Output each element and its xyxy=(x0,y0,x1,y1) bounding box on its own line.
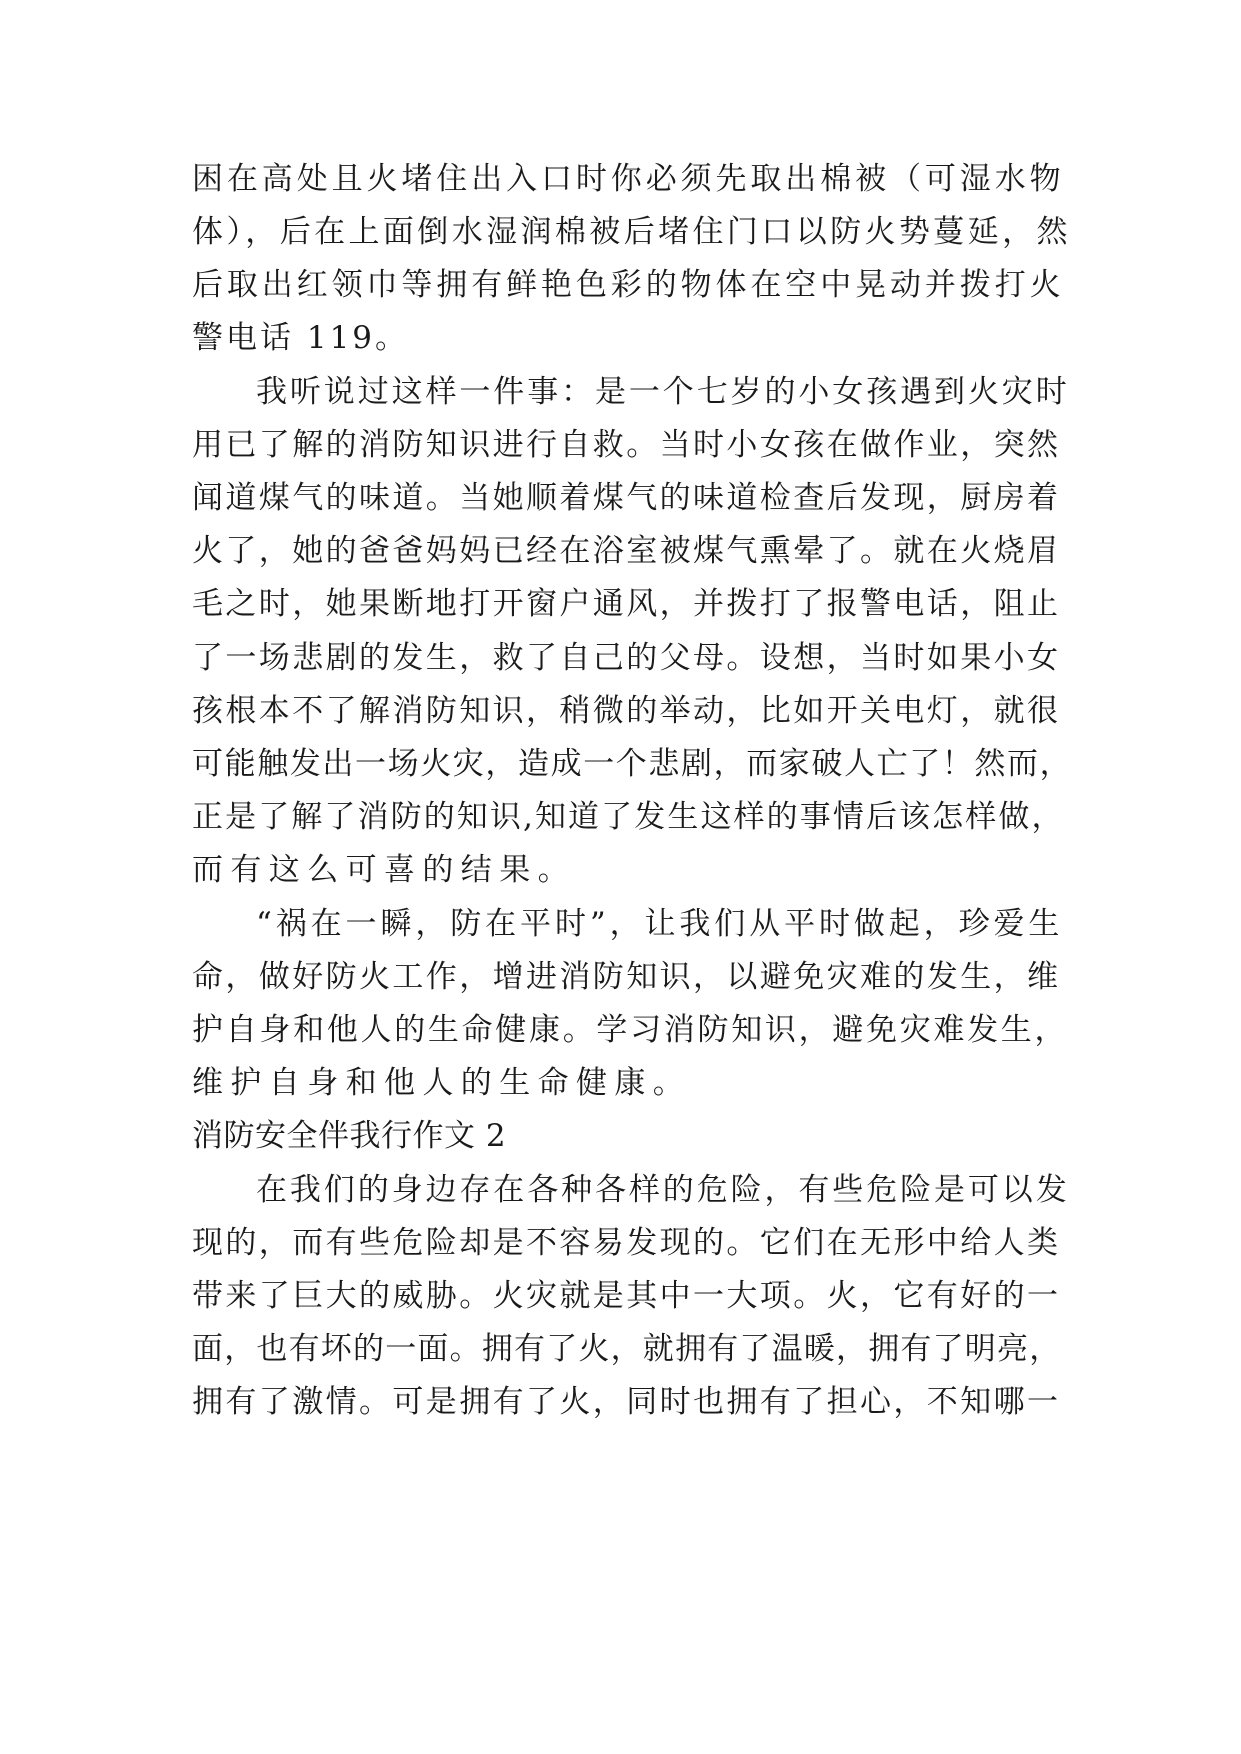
text-line: 正是了解了消防的知识,知道了发生这样的事情后该怎样做， xyxy=(192,799,1065,835)
text-line: 维护自身和他人的生命健康。 xyxy=(192,1065,692,1101)
text-line: 护自身和他人的生命健康。学习消防知识，避免灾难发生， xyxy=(192,1012,1069,1048)
text-line: 用已了解的消防知识进行自救。当时小女孩在做作业，突然 xyxy=(192,427,1061,463)
text-line: 命，做好防火工作，增进消防知识，以避免灾难的发生，维 xyxy=(192,959,1061,995)
text-line: 后取出红领巾等拥有鲜艳色彩的物体在空中晃动并拨打火 xyxy=(192,267,1065,303)
text-line: 可能触发出一场火灾，造成一个悲剧，而家破人亡了！然而， xyxy=(192,746,1073,782)
text-line: 毛之时，她果断地打开窗户通风，并拨打了报警电话，阻止 xyxy=(192,586,1061,622)
text-line: 体），后在上面倒水湿润棉被后堵住门口以防火势蔓延，然 xyxy=(192,214,1071,250)
text-line: 而有这么可喜的结果。 xyxy=(192,852,576,888)
paragraph-first-line: 我听说过这样一件事：是一个七岁的小女孩遇到火灾时 xyxy=(256,374,1070,410)
text-line: 带来了巨大的威胁。火灾就是其中一大项。火，它有好的一 xyxy=(192,1278,1061,1314)
text-line: 孩根本不了解消防知识，稍微的举动，比如开关电灯，就很 xyxy=(192,693,1061,729)
text-line: 闻道煤气的味道。当她顺着煤气的味道检查后发现，厨房着 xyxy=(192,480,1061,516)
text-line: 面，也有坏的一面。拥有了火，就拥有了温暖，拥有了明亮， xyxy=(192,1331,1062,1367)
text-line: 火了，她的爸爸妈妈已经在浴室被煤气熏晕了。就在火烧眉 xyxy=(192,533,1061,569)
text-line: 困在高处且火堵住出入口时你必须先取出棉被（可湿水物 xyxy=(192,161,1065,197)
paragraph-first-line: 在我们的身边存在各种各样的危险，有些危险是可以发 xyxy=(256,1172,1070,1208)
section-title: 消防安全伴我行作文 2 xyxy=(192,1118,507,1154)
text-line: 拥有了激情。可是拥有了火，同时也拥有了担心，不知哪一 xyxy=(192,1384,1061,1420)
text-line: 警电话 119。 xyxy=(192,320,410,356)
paragraph-first-line: “祸在一瞬，防在平时”，让我们从平时做起，珍爱生 xyxy=(256,906,1064,942)
text-line: 了一场悲剧的发生，救了自己的父母。设想，当时如果小女 xyxy=(192,640,1061,676)
text-line: 现的，而有些危险却是不容易发现的。它们在无形中给人类 xyxy=(192,1225,1061,1261)
